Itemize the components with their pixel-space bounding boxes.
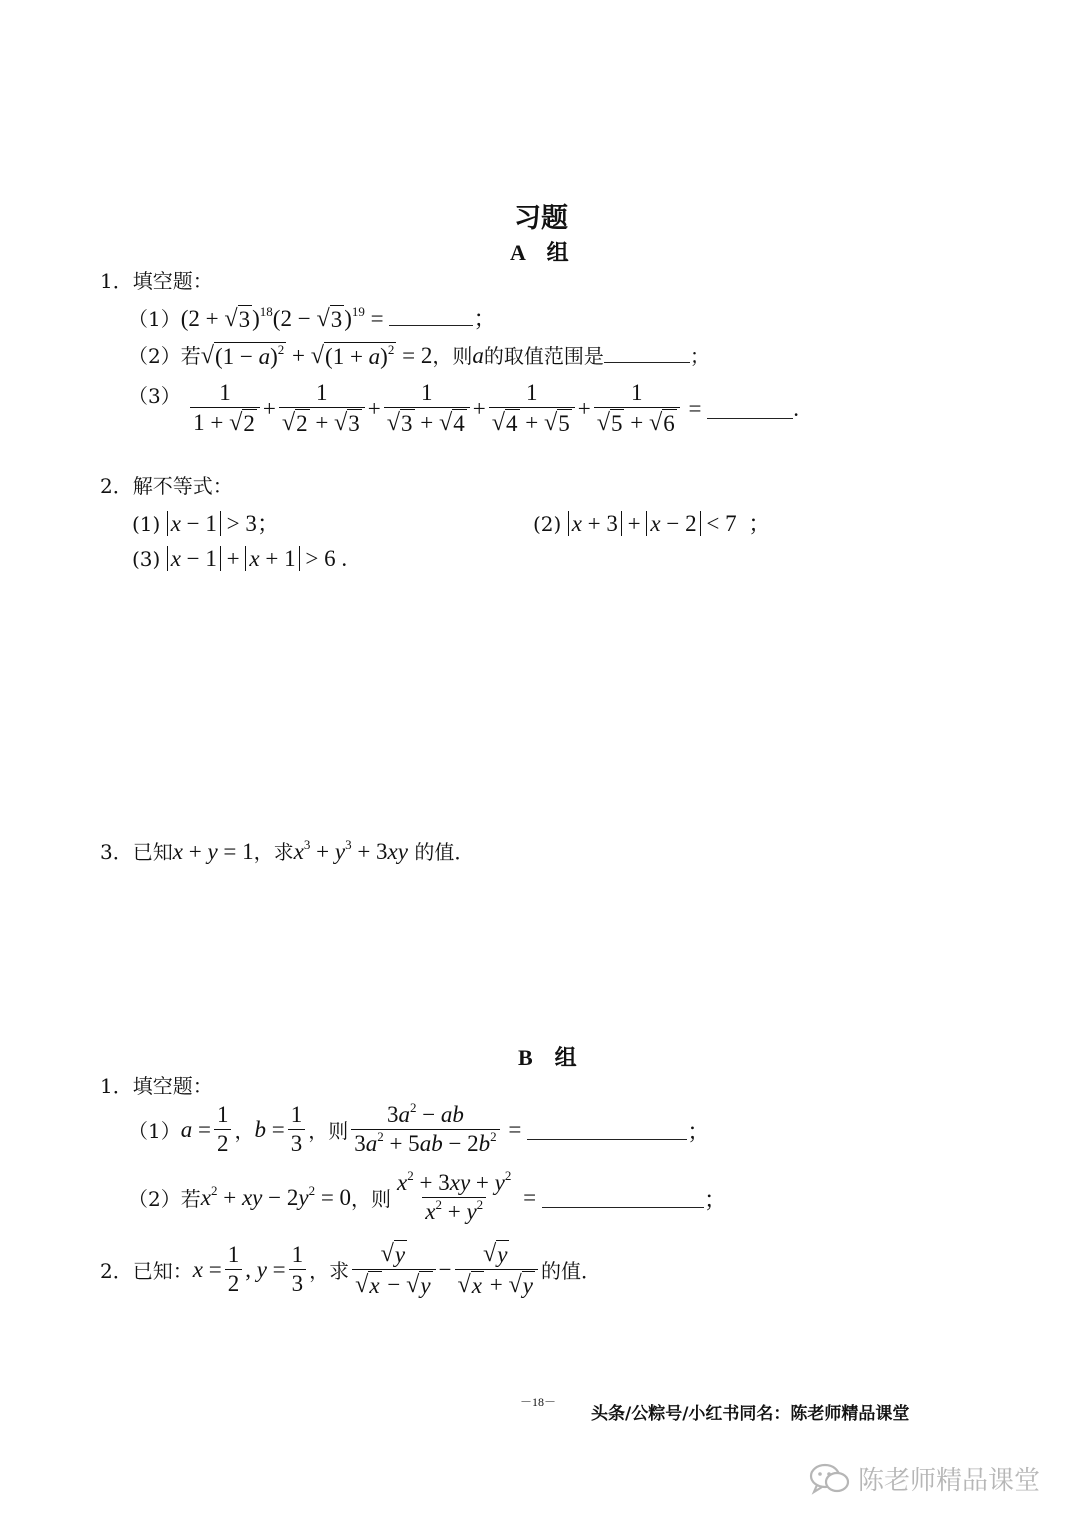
b-q1-label: 1．填空题： <box>100 1074 213 1098</box>
q-label: 2．已知： <box>100 1259 193 1283</box>
b-q1-item1 <box>128 1102 710 1157</box>
a-q2-item3 <box>132 546 347 572</box>
b-q1-item2 <box>128 1170 727 1225</box>
item-label: （2）若 <box>128 344 201 368</box>
a-q2-item1 <box>132 505 280 538</box>
item-label: （2）若 <box>128 1187 201 1211</box>
formula: $x^2$ + xy − $2y^2 = 0$ <box>200 1182 352 1210</box>
watermark-text: 陈老师精品课堂 <box>858 1466 1041 1496</box>
item-label: (2) <box>533 512 562 536</box>
formula: $\frac{3a^2 - ab}{3a^2 + 5ab - 2b^2}$ = ； <box>348 1102 710 1157</box>
watermark <box>808 1460 1040 1497</box>
item-label: （1） <box>128 1119 181 1143</box>
item-label: (3) <box>132 547 161 571</box>
formula: x − 1 + x + 1 > 6 . <box>167 546 347 571</box>
text: ，则 <box>308 1119 349 1143</box>
a-q3 <box>100 836 474 865</box>
text: 的值． <box>540 1259 601 1283</box>
var-a: a <box>472 343 484 368</box>
a-q1-item1 <box>128 300 496 333</box>
formula: x = $\frac{1}{2}$ , y = $\frac{1}{3}$ <box>193 1242 309 1297</box>
formula: x + 3 + x − 2 < 7 ； <box>568 511 771 536</box>
formula: (2 + √ 3 )$^{18}$(2 − √ 3 )$^{19}$ = ； <box>180 304 497 332</box>
formula: 1 1 + √ 2 + 1 √ 2 + √ 3 + 1 √ 3 + √ 4 + 1 √ 4 + √ 5 + 1 √ 5 + √ 6 = . <box>187 380 799 437</box>
group-b-heading: B 组 <box>518 1045 577 1070</box>
wechat-icon <box>808 1461 852 1497</box>
formula: $x^3 + y^3 + 3xy$ <box>293 837 408 864</box>
q-label: 3．已知 <box>100 840 173 864</box>
answer-blank[interactable] <box>542 1187 704 1208</box>
b-q2 <box>100 1240 601 1299</box>
item-label: （1） <box>128 307 181 331</box>
a-q1-item2: （2）若 √ $(1 - a)^2$ + √ $(1 + a)^2$ = 2，则a的取值范围是 ； <box>128 342 710 369</box>
text: 的值． <box>414 840 475 864</box>
page-title: 习题 <box>514 203 568 234</box>
answer-blank[interactable] <box>604 342 690 363</box>
text: ，求 <box>253 840 294 864</box>
item-label: （3） <box>128 384 181 408</box>
formula: √ $(1 - a)^2$ + √ $(1 + a)^2$ = 2 <box>200 342 433 369</box>
a-q1-label: 1．填空题： <box>100 269 213 293</box>
formula: b = $\frac{1}{3}$ <box>254 1102 308 1157</box>
text: ，则 <box>351 1187 392 1211</box>
item-label: (1) <box>132 512 161 536</box>
text: ，则 <box>432 344 473 368</box>
page-number: －18－ <box>520 1395 557 1409</box>
formula: x − 1 > 3； <box>167 511 280 536</box>
a-q1-item3 <box>128 380 799 437</box>
formula: a = $\frac{1}{2}$ <box>181 1102 235 1157</box>
formula: x + y = 1 <box>172 839 254 864</box>
answer-blank[interactable] <box>707 398 793 419</box>
group-a-heading: A 组 <box>510 240 569 265</box>
answer-blank[interactable] <box>389 305 473 326</box>
answer-blank[interactable] <box>527 1119 687 1140</box>
formula: $\frac{x^2 + 3xy + y^2}{x^2 + y^2}$ = ； <box>397 1168 727 1224</box>
formula: √ y √ x − √ y − √ y √ x + √ y <box>349 1240 541 1299</box>
a-q2-label: 2．解不等式： <box>100 474 233 498</box>
text: 的取值范围是 <box>483 344 604 368</box>
a-q2-item2 <box>533 505 771 538</box>
text: ，求 <box>309 1259 350 1283</box>
footer-text: 头条/公粽号/小红书同名：陈老师精品课堂 <box>591 1404 910 1424</box>
text: ， <box>234 1119 255 1143</box>
